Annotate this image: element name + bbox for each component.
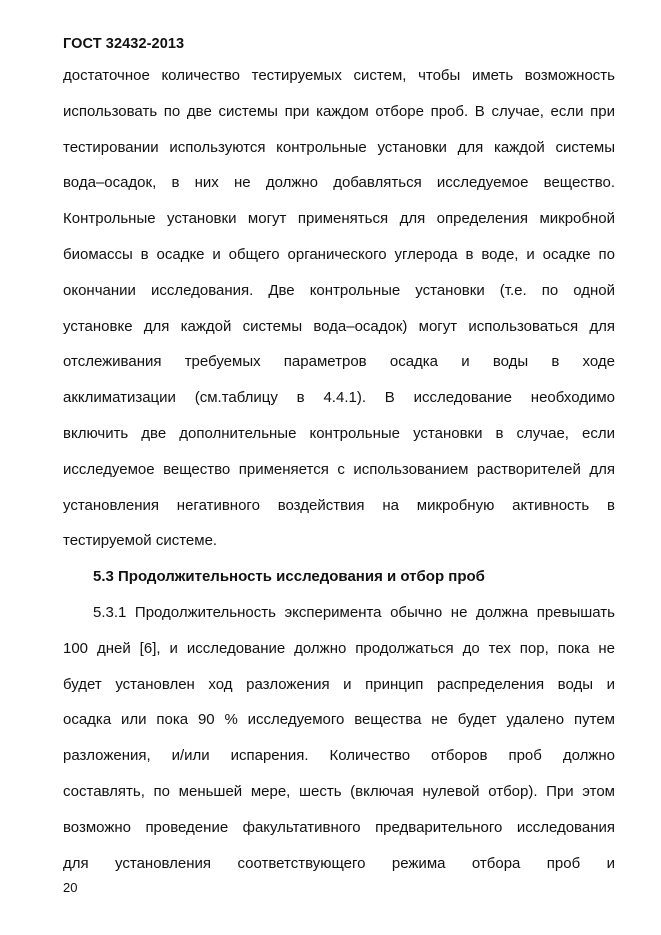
text-line: 5.3.1 Продолжительность эксперимента обычно не должна превышать [93,603,615,621]
text-line: отслеживания требуемых параметров осадка и воды в ходе [63,353,615,371]
text-line: будет установлен ход разложения и принцип распределения воды и [63,675,615,693]
text-line: достаточное количество тестируемых систем, чтобы иметь возможность [63,67,615,84]
text-line: исследуемое вещество применяется с использованием растворителей для [63,460,615,478]
text-line: вода–осадок, в них не должно добавляться исследуемое вещество. [63,174,615,192]
text-line: для установления соответствующего режима отбора проб и [63,854,615,872]
text-line: тестируемой системе. [63,532,218,550]
document-body [63,58,615,881]
text-line: тестировании используются контрольные установки для каждой системы [63,138,615,156]
text-line: Контрольные установки могут применяться для определения микробной [63,210,615,228]
paragraph-1 [63,58,615,559]
text-line: окончании исследования. Две контрольные установки (т.е. по одной [63,281,615,299]
text-line: использовать по две системы при каждом отборе проб. В случае, если при [63,102,615,120]
text-line: акклиматизации (см.таблицу в 4.4.1). В исследование необходимо [63,389,615,407]
text-line: составлять, по меньшей мере, шесть (включая нулевой отбор). При этом [63,782,615,800]
document-header: ГОСТ 32432-2013 [63,36,185,52]
paragraph-2 [63,595,615,881]
text-line: установке для каждой системы вода–осадок) могут использоваться для [63,317,615,335]
text-line: 100 дней [6], и исследование должно продолжаться до тех пор, пока не [63,639,615,657]
text-line: включить две дополнительные контрольные установки в случае, если [63,424,615,442]
page-number: 20 [63,880,78,895]
text-line: осадка или пока 90 % исследуемого вещества не будет удалено путем [63,711,615,729]
text-line: разложения, и/или испарения. Количество отборов проб должно [63,747,615,765]
text-line: биомассы в осадке и общего органического углерода в воде, и осадке по [63,245,615,263]
text-line: возможно проведение факультативного предварительного исследования [63,818,615,836]
section-heading: 5.3 Продолжительность исследования и отбор проб [93,568,485,586]
text-line: установления негативного воздействия на микробную активность в [63,496,615,514]
